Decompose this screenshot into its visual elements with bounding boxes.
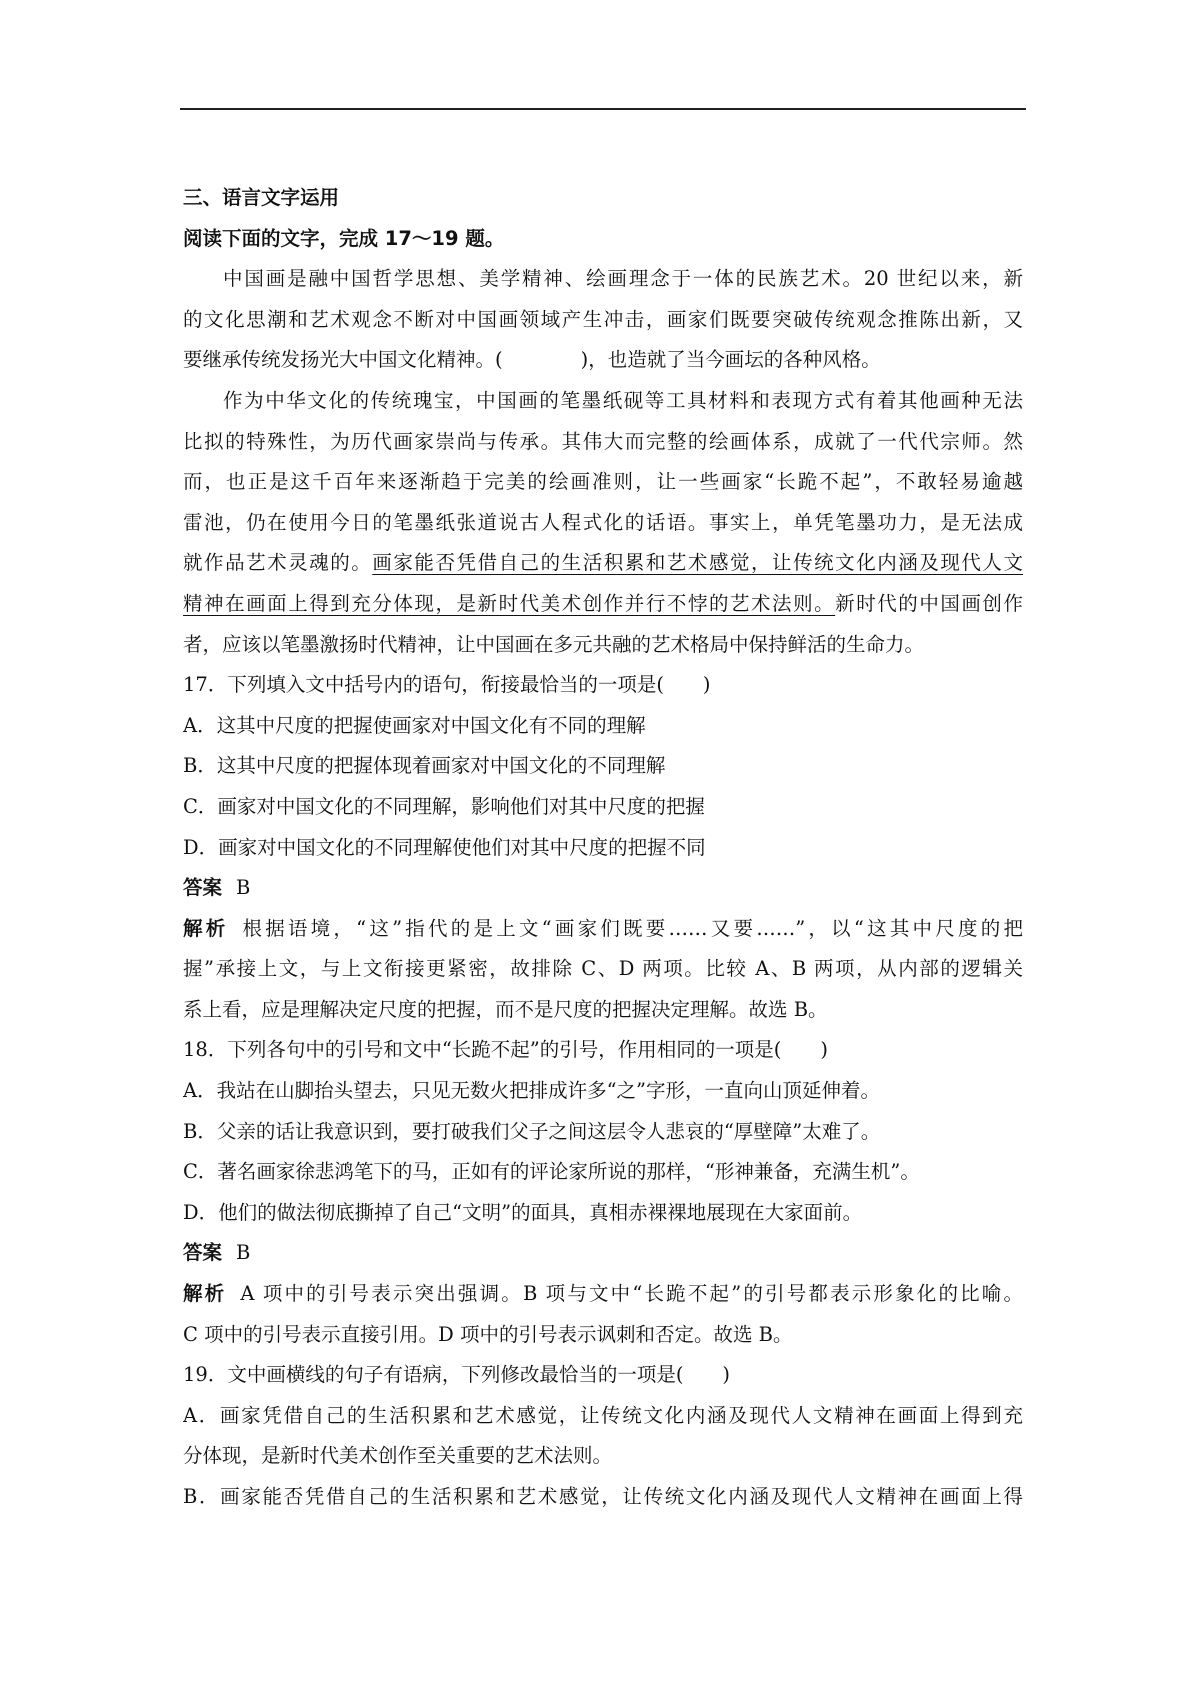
- question-18-option-d: D．他们的做法彻底撕掉了自己“文明”的面具，真相赤裸裸地展现在大家面前。: [183, 1200, 863, 1224]
- section-heading: 三、语言文字运用: [183, 186, 340, 209]
- question-18-option-c: C．著名画家徐悲鸿笔下的马，正如有的评论家所说的那样，“形神兼备，充满生机”。: [183, 1160, 920, 1184]
- question-17-option-d: D．画家对中国文化的不同理解使他们对其中尺度的把握不同: [183, 835, 706, 859]
- question-18-answer: [183, 1233, 1023, 1274]
- passage-line: 作为中华文化的传统瑰宝，中国画的笔墨纸砚等工具材料和表现方式有着其他画种无法: [223, 388, 1023, 412]
- question-17-option-b: B．这其中尺度的把握体现着画家对中国文化的不同理解: [183, 754, 666, 778]
- question-17-answer: [183, 868, 1023, 909]
- question-19-stem: 19．文中画横线的句子有语病，下列修改最恰当的一项是( ): [183, 1363, 731, 1387]
- passage-line: 而，也正是这千百年来逐渐趋于完美的绘画准则，让一些画家“长跪不起”，不敢轻易逾越: [183, 470, 1023, 494]
- question-17-analysis: [183, 909, 1023, 950]
- question-18-analysis: C 项中的引号表示直接引用。D 项中的引号表示讽刺和否定。故选 B。: [183, 1322, 793, 1346]
- passage-text: 就作品艺术灵魂的。: [183, 551, 373, 575]
- passage-text: 新时代的中国画创作: [835, 591, 1023, 615]
- question-17-option-c: C．画家对中国文化的不同理解，影响他们对其中尺度的把握: [183, 794, 705, 818]
- question-17-analysis: 系上看，应是理解决定尺度的把握，而不是尺度的把握决定理解。故选 B。: [183, 997, 828, 1021]
- question-18-option-b: B．父亲的话让我意识到，要打破我们父子之间这层令人悲哀的“厚壁障”太难了。: [183, 1119, 881, 1143]
- answer-value: B: [236, 1241, 251, 1265]
- header-rule: [180, 108, 1026, 110]
- underlined-sentence: 精神在画面上得到充分体现，是新时代美术创作并行不悖的艺术法则。: [183, 591, 836, 615]
- passage-line: 者，应该以笔墨激扬时代精神，让中国画在多元共融的艺术格局中保持鲜活的生命力。: [183, 632, 925, 656]
- document-body: [183, 178, 1023, 1518]
- analysis-text: A 项中的引号表示突出强调。B 项与文中“长跪不起”的引号都表示形象化的比喻。: [240, 1282, 1023, 1306]
- passage-line: 的文化思潮和艺术观念不断对中国画领域产生冲击，画家们既要突破传统观念推陈出新，又: [183, 307, 1023, 331]
- passage-line: 雷池，仍在使用今日的笔墨纸张道说古人程式化的话语。事实上，单凭笔墨功力，是无法成: [183, 510, 1023, 534]
- question-19-option-b: B．画家能否凭借自己的生活积累和艺术感觉，让传统文化内涵及现代人文精神在画面上得: [183, 1485, 1023, 1508]
- answer-label: 答案: [183, 876, 223, 900]
- passage-line: 中国画是融中国哲学思想、美学精神、绘画理念于一体的民族艺术。20 世纪以来，新: [223, 267, 1023, 291]
- question-17-stem: 17．下列填入文中括号内的语句，衔接最恰当的一项是( ): [183, 673, 711, 697]
- passage-line: 要继承传统发扬光大中国文化精神。( )，也造就了当今画坛的各种风格。: [183, 348, 881, 372]
- passage-line: [183, 543, 1023, 584]
- analysis-label: 解析: [183, 1282, 227, 1306]
- analysis-label: 解析: [183, 916, 229, 940]
- answer-value: B: [236, 876, 251, 900]
- question-19-option-a: 分体现，是新时代美术创作至关重要的艺术法则。: [183, 1444, 613, 1468]
- answer-label: 答案: [183, 1241, 223, 1265]
- passage-line: 比拟的特殊性，为历代画家崇尚与传承。其伟大而完整的绘画体系，成就了一代代宗师。然: [183, 429, 1023, 453]
- question-19-option-a: A．画家凭借自己的生活积累和艺术感觉，让传统文化内涵及现代人文精神在画面上得到充: [183, 1403, 1023, 1427]
- question-18-analysis: [183, 1274, 1023, 1315]
- analysis-text: 根据语境，“这”指代的是上文“画家们既要……又要……”，以“这其中尺度的把: [242, 916, 1023, 940]
- question-17-analysis: 握”承接上文，与上文衔接更紧密，故排除 C、D 两项。比较 A、B 两项，从内部的逻辑关: [183, 957, 1023, 981]
- question-17-option-a: A．这其中尺度的把握使画家对中国文化有不同的理解: [183, 713, 646, 737]
- passage-line: [183, 584, 1023, 625]
- reading-instruction: 阅读下面的文字，完成 17～19 题。: [183, 226, 505, 250]
- question-18-option-a: A．我站在山脚抬头望去，只见无数火把排成许多“之”字形，一直向山顶延伸着。: [183, 1079, 881, 1103]
- underlined-sentence: 画家能否凭借自己的生活积累和艺术感觉，让传统文化内涵及现代人文: [372, 551, 1023, 575]
- question-18-stem: 18．下列各句中的引号和文中“长跪不起”的引号，作用相同的一项是( ): [183, 1038, 828, 1062]
